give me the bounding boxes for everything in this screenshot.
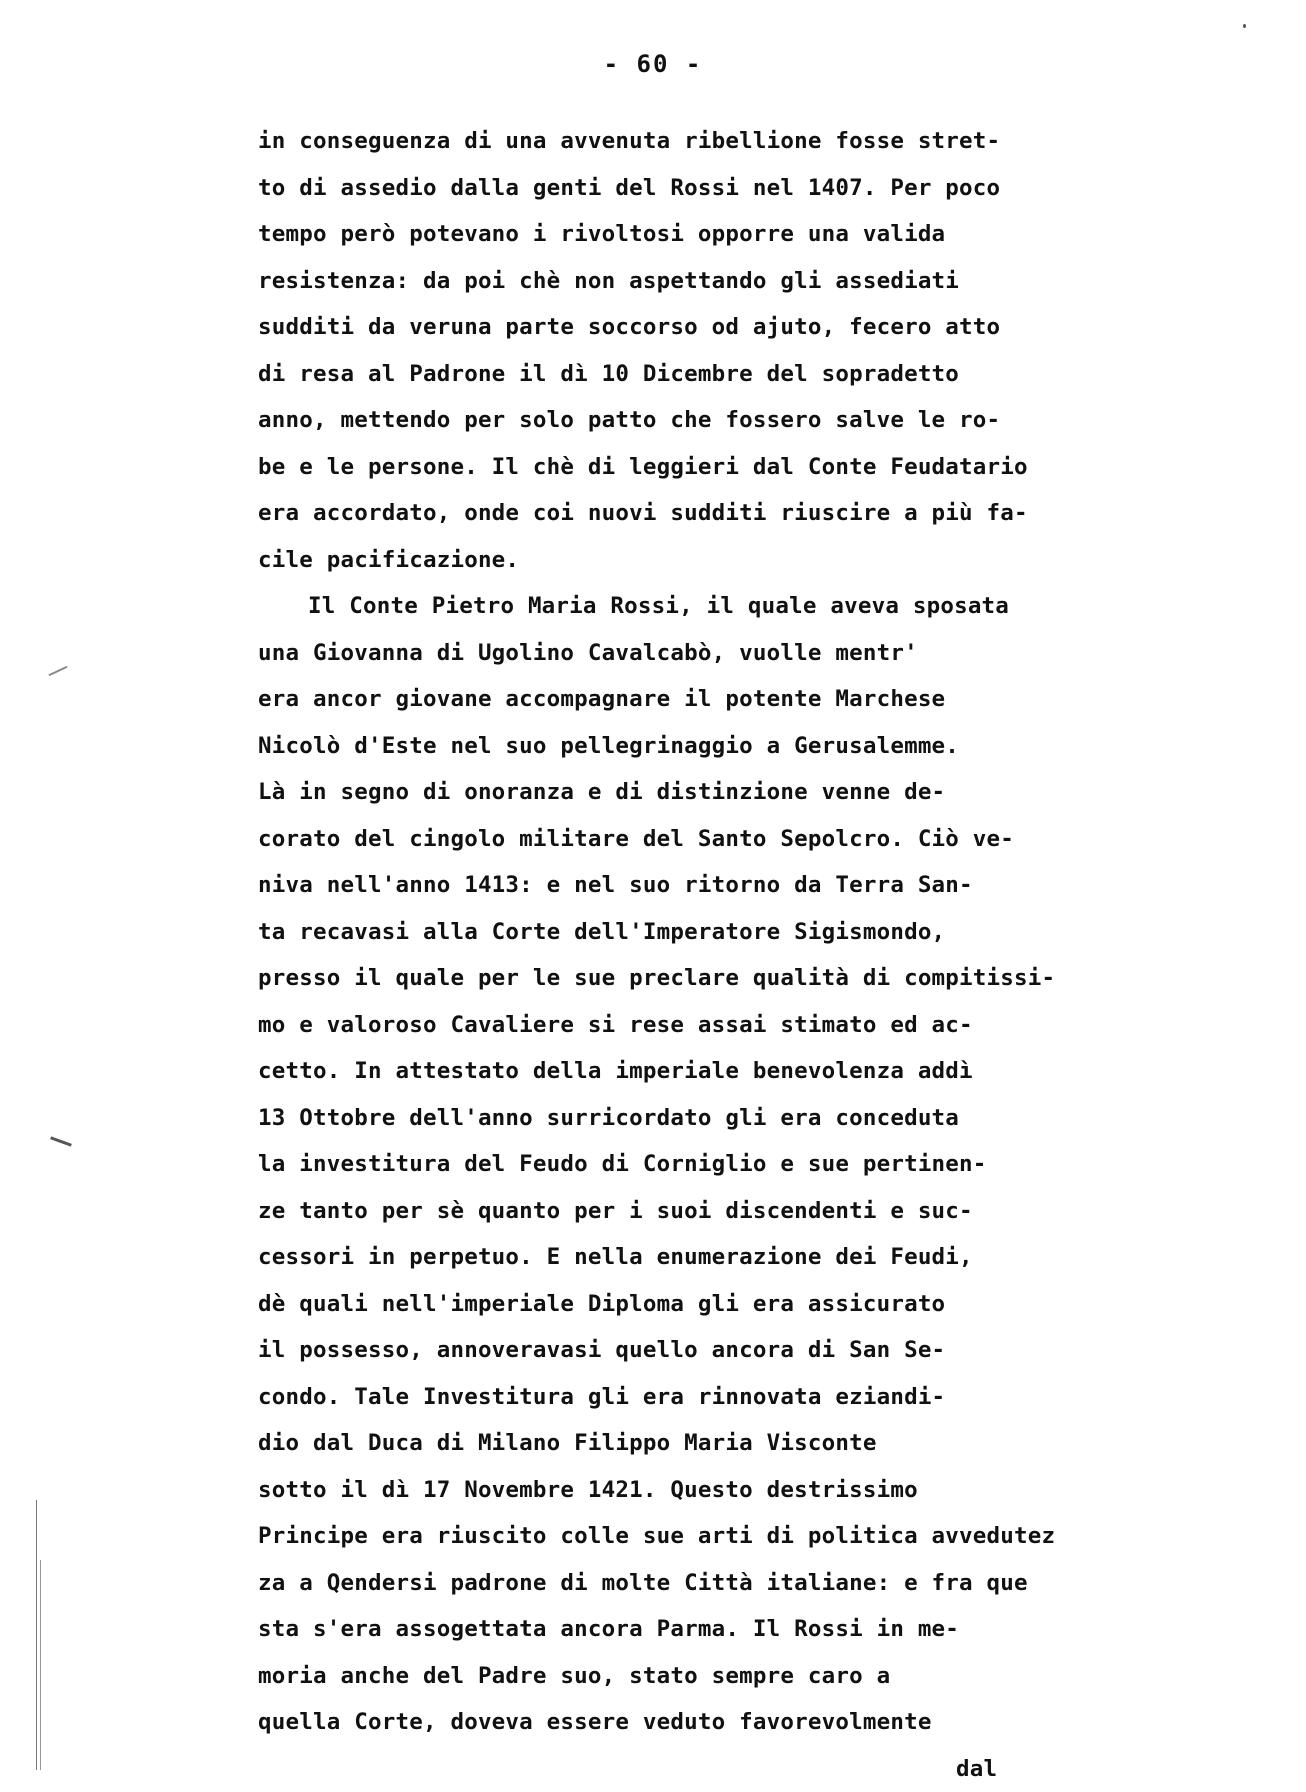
- scan-mark: [49, 666, 68, 676]
- scan-edge-line: [36, 1500, 37, 1770]
- text-line: era ancor giovane accompagnare il potente Marchese: [258, 676, 1138, 723]
- text-line: era accordato, onde coi nuovi sudditi riuscire a più fa-: [258, 490, 1138, 537]
- page-number: - 60 -: [0, 50, 1306, 78]
- text-line: la investitura del Feudo di Corniglio e sue pertinen-: [258, 1141, 1138, 1188]
- text-line: niva nell'anno 1413: e nel suo ritorno da Terra San-: [258, 862, 1138, 909]
- text-line: to di assedio dalla genti del Rossi nel 1407. Per poco: [258, 165, 1138, 212]
- text-line: za a Qendersi padrone di molte Città italiane: e fra que: [258, 1560, 1138, 1607]
- text-line: ta recavasi alla Corte dell'Imperatore Sigismondo,: [258, 909, 1138, 956]
- text-line: be e le persone. Il chè di leggieri dal Conte Feudatario: [258, 444, 1138, 491]
- text-line: tempo però potevano i rivoltosi opporre una valida: [258, 211, 1138, 258]
- text-line: resistenza: da poi chè non aspettando gli assediati: [258, 258, 1138, 305]
- text-line: dio dal Duca di Milano Filippo Maria Visconte: [258, 1420, 1138, 1467]
- text-line: cessori in perpetuo. E nella enumerazione dei Feudi,: [258, 1234, 1138, 1281]
- text-line: cile pacificazione.: [258, 537, 1138, 584]
- text-line: il possesso, annoveravasi quello ancora di San Se-: [258, 1327, 1138, 1374]
- scan-mark: [50, 1136, 72, 1146]
- scan-speck: [1243, 24, 1246, 28]
- text-line: condo. Tale Investitura gli era rinnovata eziandi-: [258, 1374, 1138, 1421]
- text-line: di resa al Padrone il dì 10 Dicembre del sopradetto: [258, 351, 1138, 398]
- text-line: Principe era riuscito colle sue arti di politica avvedutez: [258, 1513, 1138, 1560]
- text-line: sudditi da veruna parte soccorso od ajuto, fecero atto: [258, 304, 1138, 351]
- body-text: [258, 118, 1138, 1792]
- text-line: anno, mettendo per solo patto che fossero salve le ro-: [258, 397, 1138, 444]
- text-line: sotto il dì 17 Novembre 1421. Questo destrissimo: [258, 1467, 1138, 1514]
- text-line: sta s'era assogettata ancora Parma. Il Rossi in me-: [258, 1606, 1138, 1653]
- text-line: quella Corte, doveva essere veduto favorevolmente: [258, 1699, 1138, 1746]
- text-line: in conseguenza di una avvenuta ribellione fosse stret-: [258, 118, 1138, 165]
- text-line: dè quali nell'imperiale Diploma gli era assicurato: [258, 1281, 1138, 1328]
- catchword-line: dal: [258, 1746, 1138, 1792]
- text-line: moria anche del Padre suo, stato sempre caro a: [258, 1653, 1138, 1700]
- text-line: ze tanto per sè quanto per i suoi discendenti e suc-: [258, 1188, 1138, 1235]
- scan-edge-line: [40, 1560, 41, 1770]
- text-line: Là in segno di onoranza e di distinzione venne de-: [258, 769, 1138, 816]
- text-line: mo e valoroso Cavaliere si rese assai stimato ed ac-: [258, 1002, 1138, 1049]
- text-line: Nicolò d'Este nel suo pellegrinaggio a Gerusalemme.: [258, 723, 1138, 770]
- text-line: 13 Ottobre dell'anno surricordato gli era conceduta: [258, 1095, 1138, 1142]
- text-line: presso il quale per le sue preclare qualità di compitissi-: [258, 955, 1138, 1002]
- paragraph-start-line: Il Conte Pietro Maria Rossi, il quale aveva sposata: [258, 583, 1138, 630]
- text-line: una Giovanna di Ugolino Cavalcabò, vuolle mentr': [258, 630, 1138, 677]
- text-line: corato del cingolo militare del Santo Sepolcro. Ciò ve-: [258, 816, 1138, 863]
- text-line: cetto. In attestato della imperiale benevolenza addì: [258, 1048, 1138, 1095]
